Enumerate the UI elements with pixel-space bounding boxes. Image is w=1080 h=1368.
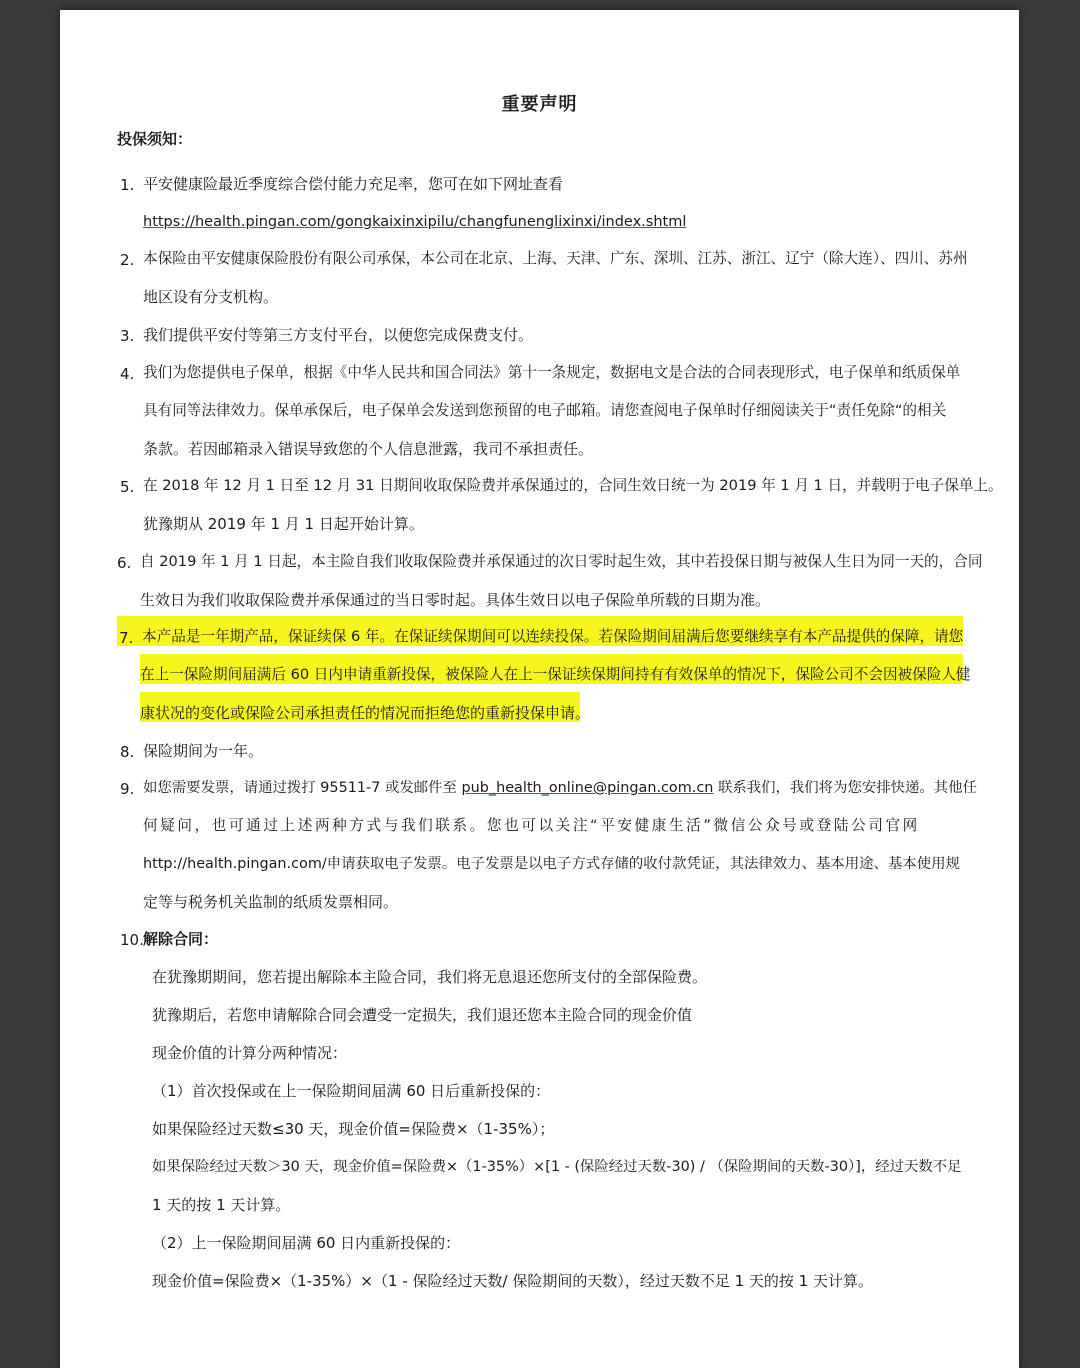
item-text: 在犹豫期期间，您若提出解除本主险合同，我们将无息退还您所支付的全部保险费。 xyxy=(152,968,708,986)
item-text: 定等与税务机关监制的纸质发票相同。 xyxy=(143,893,399,911)
item-text: （1）首次投保或在上一保险期间届满 60 日后重新投保的： xyxy=(152,1082,551,1100)
item-text: 我们提供平安付等第三方支付平台，以便您完成保费支付。 xyxy=(143,326,534,344)
item-number: 8. xyxy=(120,743,135,761)
item-text: 保险期间为一年。 xyxy=(143,742,264,760)
document-page xyxy=(60,10,1019,1368)
item-text: 如果保险经过天数≤30 天，现金价值=保险费×（1-35%）； xyxy=(152,1120,555,1138)
page-title: 重要声明 xyxy=(501,94,578,115)
item-number: 7. xyxy=(119,629,134,647)
item-number: 5. xyxy=(120,478,135,496)
item-text: 本保险由平安健康保险股份有限公司承保，本公司在北京、上海、天津、广东、深圳、江苏、浙江、辽宁（除大连）、四川、苏州 xyxy=(143,250,968,267)
item-text: 生效日为我们收取保险费并承保通过的当日零时起。具体生效日以电子保险单所载的日期为准。 xyxy=(140,591,771,609)
item-text-segment: 如您需要发票，请通过拨打 95511-7 或发邮件至 xyxy=(143,780,462,796)
item-number: 2. xyxy=(120,251,135,269)
item-text: 在 2018 年 12 月 1 日至 12 月 31 日期间收取保险费并承保通过的，合同生效日统一为 2019 年 1 月 1 日，并载明于电子保单上。 xyxy=(143,477,1003,494)
item-text: 犹豫期后，若您申请解除合同会遭受一定损失，我们退还您本主险合同的现金价值 xyxy=(152,1006,693,1024)
item-text: 1 天的按 1 天计算。 xyxy=(152,1196,291,1214)
item-number: 10. xyxy=(120,931,144,949)
item-text: 何疑问，也可通过上述两种方式与我们联系。您也可以关注“平安健康生活”微信公众号或登陆公司官网 xyxy=(143,817,920,834)
item-text xyxy=(143,778,977,798)
item-text-segment: 联系我们，我们将为您安排快递。其他任 xyxy=(713,780,977,796)
item-text: 具有同等法律效力。保单承保后，电子保单会发送到您预留的电子邮箱。请您查阅电子保单时仔细阅读关于“责任免除“的相关 xyxy=(143,402,947,419)
item-number: 3. xyxy=(120,327,135,345)
item-text-highlighted: 康状况的变化或保险公司承担责任的情况而拒绝您的重新投保申请。 xyxy=(140,704,591,722)
item-number: 1. xyxy=(120,176,135,194)
item-text: 现金价值的计算分两种情况： xyxy=(152,1044,348,1062)
item-text: 我们为您提供电子保单，根据《中华人民共和国合同法》第十一条规定，数据电文是合法的合同表现形式，电子保单和纸质保单 xyxy=(143,364,961,381)
item-text-highlighted: 在上一保险期间届满后 60 日内申请重新投保，被保险人在上一保证续保期间持有有效保单的情况下，保险公司不会因被保险人健 xyxy=(140,666,971,683)
cancel-contract-heading: 解除合同： xyxy=(143,930,219,948)
item-text: http://health.pingan.com/申请获取电子发票。电子发票是以电子方式存储的收付款凭证，其法律效力、基本用途、基本使用规 xyxy=(143,856,960,872)
section-heading: 投保须知： xyxy=(117,130,193,148)
item-number: 6. xyxy=(117,554,132,572)
item-text-highlighted: 本产品是一年期产品，保证续保 6 年。在保证续保期间可以连续投保。若保险期间届满后您要继续享有本产品提供的保障，请您 xyxy=(142,628,964,645)
solvency-link[interactable]: https://health.pingan.com/gongkaixinxipilu/changfunenglixinxi/index.shtml xyxy=(143,214,687,230)
item-text: 平安健康险最近季度综合偿付能力充足率，您可在如下网址查看 xyxy=(143,175,564,193)
email-link[interactable]: pub_health_online@pingan.com.cn xyxy=(461,780,714,796)
item-text: 如果保险经过天数＞30 天，现金价值=保险费×（1-35%）×[1 - (保险经过天数-30) / （保险期间的天数-30）]，经过天数不足 xyxy=(152,1159,962,1175)
item-text: 现金价值=保险费×（1-35%）×（1 - 保险经过天数/ 保险期间的天数），经过天数不足 1 天的按 1 天计算。 xyxy=(152,1272,873,1290)
item-text: 条款。若因邮箱录入错误导致您的个人信息泄露，我司不承担责任。 xyxy=(143,440,594,458)
item-text: （2）上一保险期间届满 60 日内重新投保的： xyxy=(152,1234,461,1252)
item-text: 犹豫期从 2019 年 1 月 1 日起开始计算。 xyxy=(143,515,424,533)
item-number: 9. xyxy=(120,780,135,798)
item-text: 自 2019 年 1 月 1 日起，本主险自我们收取保险费并承保通过的次日零时起生效，其中若投保日期与被保人生日为同一天的，合同 xyxy=(140,553,983,570)
item-number: 4. xyxy=(120,365,135,383)
item-text: 地区设有分支机构。 xyxy=(143,288,279,306)
